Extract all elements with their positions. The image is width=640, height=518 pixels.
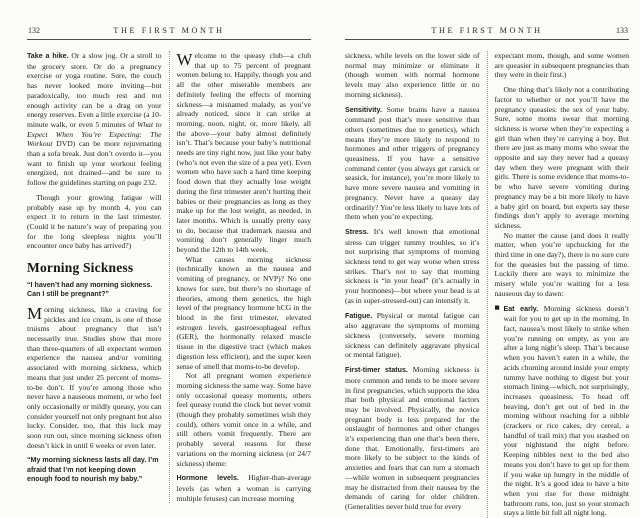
page-right-columns [345, 51, 629, 518]
paragraph-welcome-queasy-club [177, 51, 312, 255]
book-title-italic: What to Expect When You’re Expecting: The Workout [27, 119, 162, 149]
reader-question-all-day: “My morning sickness lasts all day. I’m afraid that I’m not keeping down enough food to nourish my baby.” [27, 456, 159, 484]
running-head-left: THE FIRST MONTH [113, 26, 225, 35]
text-segment: Physical or mental fatigue can also aggravate the symptoms of morning sickness (conversely, severe morning sickness can definitely aggravate physical or mental fatigue). [345, 310, 480, 360]
page-left-column-2 [169, 51, 312, 503]
paragraph-expectant-continued: expectant mom, though, and some women are queasier in subsequent pregnancies than they were in their first.) [494, 51, 629, 80]
page-right-column-1 [345, 51, 487, 518]
lead-in-sensitivity: Sensitivity. [345, 105, 382, 114]
paragraph-causes: What causes morning sickness (technically known as the nausea and vomiting of pregnancy, or NVP)? No one knows for sure, but there’s no shortage of theories, among them genetics, the high level of the pregnancy hormone hCG in the blood in the first trimester, elevated estrogen levels, gastroesophageal reflux (GER), the hormonally relaxed muscle tissue in the digestive tract (which makes digestion less efficient), and the super keen sense of smell that moms-to-be develop. [176, 254, 311, 371]
dropcap-w: W [176, 50, 193, 69]
running-head-right: THE FIRST MONTH [431, 26, 543, 35]
bullet-eat-early [495, 304, 630, 518]
text-segment: orning sickness, like a craving for pickles and ice cream, is one of those truisms about pregnancy that isn’t necessarily true. Studies show that more than three-quarters of all expectant women experience the nausea and/or vomiting associated with morning sickness, which means that just under 25 percent of moms-to-be don’t. If you’re among those who never have a nauseous moment, or who feel only occasionally or mildly queasy, you can consider yourself not only pregnant but also lucky. Consider, too, that this luck may soon run out, since morning sickness often doesn’t kick in until 6 weeks or even later. [27, 304, 162, 450]
text-segment: elcome to the queasy club—a club that up to 75 percent of pregnant women belong to. Happily, though you and all the other miserable members are definitely feeling the effects of morning sickness—a misnamed malady, as you’ve already noticed, since it can strike at morning, noon, night, or, more likely, all the above—your baby almost definitely isn’t. That’s because your baby’s nutritional needs are tiny right now, just like your baby (who’s not even the size of a pea yet). Even women who have such a hard time keeping food down that they actually lose weight during the first trimester aren’t hurting their babies or their pregnancies as long as they make up for the lost weight, as needed, in later months. Which is usually pretty easy to do, because that trademark nausea and vomiting don’t generally linger much beyond the 12th to 14th week. [176, 51, 311, 255]
dropcap-m: M [27, 303, 43, 323]
text-segment: Higher-than-average levels (as when a woman is carrying multiple fetuses) can increase morning [176, 473, 311, 503]
paragraph-sensitivity [345, 105, 480, 222]
lead-in-hormone-levels: Hormone levels. [176, 474, 239, 483]
bullet-square-icon: ■ [494, 304, 500, 311]
page-right-header [345, 26, 629, 37]
paragraph-answer-no-sickness [27, 305, 162, 451]
paragraph-no-matter: No matter the cause (and does it really matter, when you’re upchucking for the third time in one day?), there is no sure cure for the queasies but the passing of time. Luckily there are ways to minimize the misery while you’re waiting for a less nauseous day to dawn: [494, 230, 629, 298]
page-left [27, 26, 311, 518]
lead-in-take-a-hike: Take a hike. [27, 52, 69, 60]
page-right [345, 26, 629, 518]
lead-in-stress: Stress. [345, 227, 369, 236]
header-rule-right [345, 39, 629, 40]
text-segment: Morning sickness is more common and tends to be more severe in first pregnancies, which supports the idea that both physical and emotional factors may be involved. Physically, the novice pregnant body is less prepared for the onslaught of hormones and other changes it’s experiencing than one that’s been there, done that. Emotionally, first-timers are more likely to be subject to the kinds of anxieties and fears that can turn a stomach—while women in subsequent pregnancies may be distracted from their nausea by the demands of caring for older children. (Generalities never hold true for every [345, 365, 480, 511]
paragraph-variations: Not all pregnant women experience morning sickness the same way. Some have only occasional queasy moments, others feel queasy round the clock but never vomit (though they probably sometimes wish they could), others vomit once in a while, and still others vomit frequently. There are probably several reasons for these variations on the morning sickness (or 24/7 sickness) theme: [176, 371, 311, 468]
text-segment: Morning sickness doesn’t wait for you to get up in the morning. In fact, nausea’s most likely to strike when you’re running on empty, as you are after a long night’s sleep. That’s because when you haven’t eaten in a while, the acids churning around inside your empty tummy have nothing to digest but your stomach lining—which, not surprisingly, increases queasiness. To head off heaving, don’t get out of bed in the morning without reaching for a nibble (crackers or rice cakes, dry cereal, a handful of trail mix) that you stashed on your nightstand the night before. Keeping nibbles next to the bed also means you don’t have to get up for them if you wake up hungry in the middle of the night. It’s a good idea to have a bite when you rise for those midnight bathroom runs, too, just so your stomach stays a little bit full all night long. [503, 303, 629, 518]
text-segment: Or a slow jog. Or a stroll to the grocery store. Or do a pregnancy exercise or yoga routine. Sure, the couch has never looked more inviting—but paradoxically, too much rest and not enough activity can be a drag on your energy reserves. Even a little exercise (a 10-minute walk, or even 5 minutes of [27, 51, 162, 129]
page-number-left: 132 [28, 26, 40, 35]
lead-in-eat-early: Eat early. [503, 304, 539, 313]
page-left-column-1 [27, 51, 169, 503]
paragraph-stress [345, 227, 480, 306]
paragraph-fatigue-return: Though your growing fatigue will probably ease up by month 4, you can expect it to return in the last trimester. (Could it be nature’s way of preparing you for the long sleepless nights you’ll encounter once baby has arrived?) [27, 192, 162, 251]
reader-question-no-sickness: “I haven’t had any morning sickness. Can I still be pregnant?” [27, 281, 153, 299]
text-segment: DVD) can be more rejuvenating than a sofa break. Just don’t overdo it—you want to finish up your workout feeling energized, not drained—and be sure to follow the guidelines starting on page 232. [27, 139, 162, 188]
page-right-column-2 [487, 51, 630, 518]
section-heading-morning-sickness: Morning Sickness [27, 260, 134, 276]
text-segment: Some brains have a nausea command post that’s more sensitive than others (sometimes due to genetics), which means they’re more likely to respond to hormones and other triggers of pregnancy queasiness. If you have a sensitive command center (you always get carsick or seasick, for instance), you’re more likely to have more severe nausea and vomiting in pregnancy. Never have a queasy day ordinarily? You’re less likely to have lots of them when you’re expecting. [345, 104, 480, 222]
paragraph-fatigue [345, 311, 480, 361]
page-left-columns [27, 51, 311, 503]
lead-in-fatigue: Fatigue. [345, 311, 373, 320]
page-left-header [27, 26, 311, 37]
lead-in-first-timer: First-timer status. [345, 366, 408, 375]
page-number-right: 133 [616, 26, 628, 35]
text-segment: It’s well known that emotional stress can trigger tummy troubles, so it’s not surprising that symptoms of morning sickness tend to get way worse when stress strikes. That’s not to say that morning sickness is “in your head” (it’s actually in your hormones)—but where your head is at (as in super-stressed-out) can intensify it. [345, 226, 480, 305]
header-rule-left [27, 39, 311, 40]
paragraph-hormone-continued: sickness, while levels on the lower side of normal may minimize or eliminate it (though women with normal hormone levels may also experience little or no morning sickness). [345, 51, 480, 99]
paragraph-hormone-levels [177, 473, 312, 503]
paragraph-sex-of-baby: One thing that’s likely not a contributing factor to whether or not you’ll have the pregnancy queasies: the sex of your baby. Sure, some moms swear that morning sickness is worse when they’re expecting a girl than when they’re carrying a boy. But there are just as many moms who swear the opposite and say they never had a queasy day when they were pregnant with their girls. There is some evidence that moms-to-be who have severe vomiting during pregnancy may be a bit more likely to have a baby girl on board, but experts say these findings don’t apply to average morning sickness. [494, 85, 629, 230]
paragraph-take-a-hike [27, 51, 162, 188]
paragraph-first-timer [345, 365, 480, 512]
